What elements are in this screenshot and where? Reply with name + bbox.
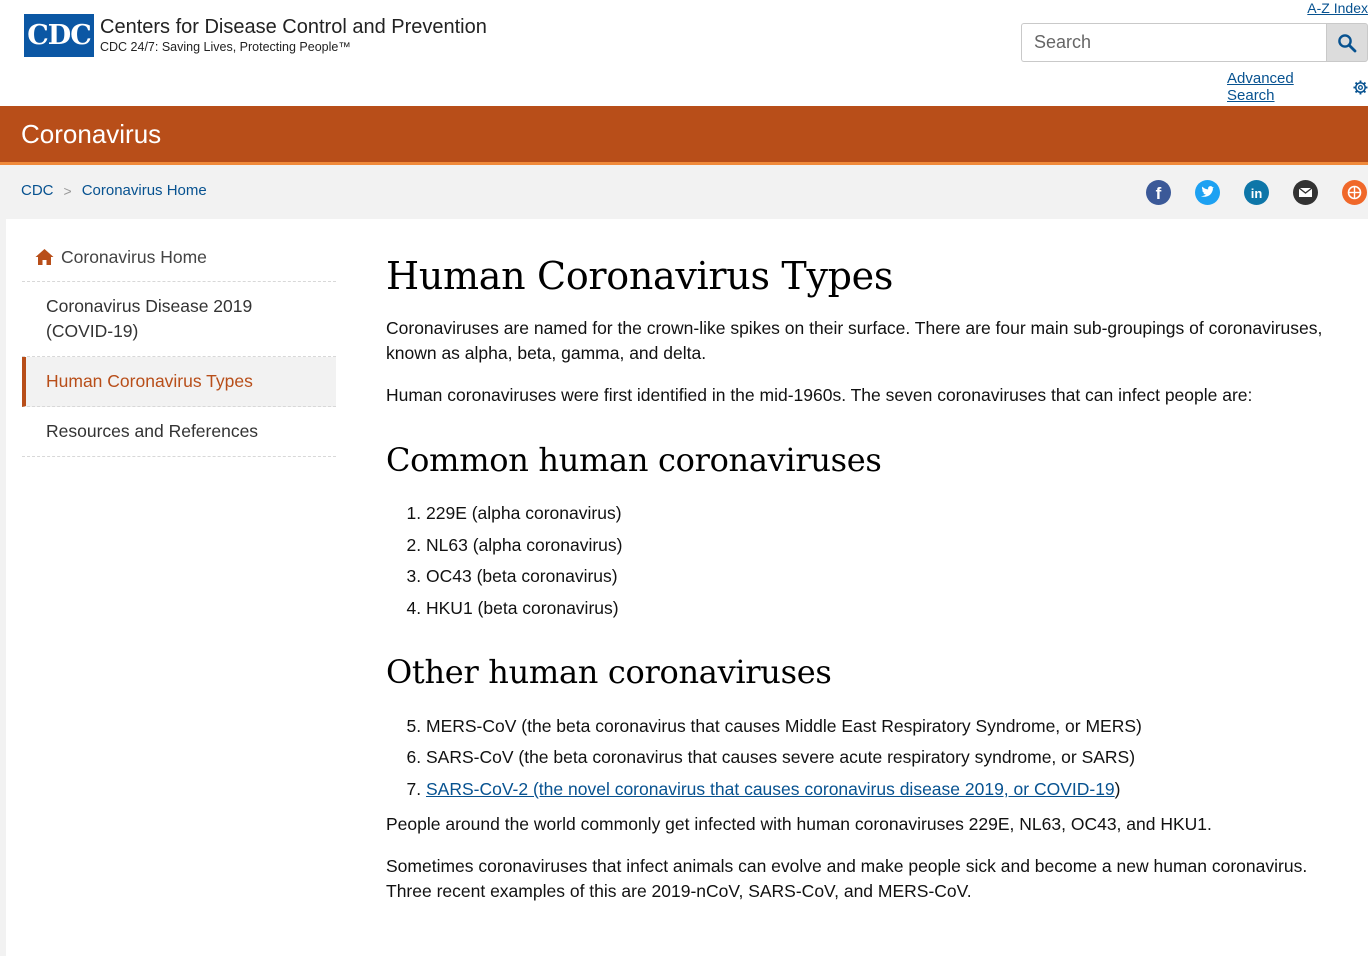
section-banner [0, 106, 1368, 165]
search-button[interactable] [1326, 23, 1368, 62]
facebook-icon[interactable] [1146, 180, 1171, 205]
svg-text:in: in [1250, 186, 1263, 201]
logo-tagline: CDC 24/7: Saving Lives, Protecting People™ [100, 40, 351, 54]
cdc-logo[interactable] [24, 14, 487, 57]
advanced-search-link[interactable] [1227, 70, 1368, 104]
sidebar-nav [22, 233, 336, 457]
list-item: 2. NL63 (alpha coronavirus) [426, 533, 1356, 558]
breadcrumb [21, 182, 207, 199]
home-icon [35, 248, 54, 266]
intro-paragraph-2: Human coronaviruses were first identified in the mid-1960s. The seven coronaviruses that can infect people are: [386, 385, 1253, 405]
other-coronaviruses-list [386, 714, 1356, 802]
social-share [1146, 180, 1368, 205]
list-item: 3. OC43 (beta coronavirus) [426, 564, 1356, 589]
intro-paragraph: Coronaviruses are named for the crown-like spikes on their surface. There are four main sub-groupings of coronaviruses, known as alpha, beta, gamma, and delta. [386, 318, 1323, 363]
sidebar-item-label: Coronavirus Disease 2019 (COVID-19) [46, 296, 253, 341]
az-index-link[interactable]: A-Z Index [1307, 0, 1368, 16]
common-coronaviruses-list [386, 501, 1356, 621]
sidebar-item-resources[interactable] [22, 407, 336, 457]
svg-text:f: f [1155, 184, 1162, 203]
cdc-logo-text [100, 14, 487, 54]
page-title: Human Coronavirus Types [386, 254, 894, 298]
sidebar-item-label: Resources and References [46, 421, 259, 441]
breadcrumb-cdc[interactable]: CDC [21, 182, 54, 199]
cdc-logo-mark: CDC [24, 14, 94, 57]
search-input[interactable] [1021, 23, 1326, 62]
link-suffix: ) [1114, 778, 1121, 799]
other-coronaviruses-heading: Other human coronaviruses [386, 652, 832, 691]
syndicate-icon[interactable] [1342, 180, 1367, 205]
site-header [0, 0, 1368, 106]
search-bar [1021, 23, 1368, 62]
gear-icon [1353, 80, 1368, 95]
sidebar-item-label: Coronavirus Home [61, 246, 207, 267]
sidebar-item-human-coronavirus-types[interactable] [22, 357, 336, 407]
common-coronaviruses-heading: Common human coronaviruses [386, 441, 882, 479]
sars-cov-2-link[interactable]: SARS-CoV-2 (the novel coronavirus that causes coronavirus disease 2019, or COVID-19 [426, 778, 1115, 799]
banner-title[interactable]: Coronavirus [21, 119, 162, 149]
sidebar-item-covid-19[interactable] [22, 282, 336, 357]
twitter-icon[interactable] [1195, 180, 1220, 205]
list-item [426, 777, 1356, 802]
search-icon [1337, 33, 1357, 53]
list-item: 5. MERS-CoV (the beta coronavirus that causes Middle East Respiratory Syndrome, or MERS) [426, 714, 1356, 739]
sidebar-item-label: Human Coronavirus Types [46, 371, 253, 391]
breadcrumb-coronavirus-home[interactable]: Coronavirus Home [81, 182, 207, 199]
sidebar-item-coronavirus-home[interactable] [22, 233, 336, 282]
body-paragraph: Sometimes coronaviruses that infect animals can evolve and make people sick and become a new human coronavirus. Three recent examples of this are 2019-nCoV, SARS-CoV, and MERS-CoV. [386, 855, 1308, 901]
list-item: 6. SARS-CoV (the beta coronavirus that causes severe acute respiratory syndrome, or SARS) [426, 745, 1356, 770]
advanced-search-label: Advanced Search [1227, 70, 1294, 104]
linkedin-icon[interactable] [1244, 180, 1269, 205]
list-item: 4. HKU1 (beta coronavirus) [426, 596, 1356, 621]
logo-title: Centers for Disease Control and Prevention [100, 16, 487, 38]
email-icon[interactable] [1293, 180, 1318, 205]
main-content [386, 250, 1356, 904]
list-item: 1. 229E (alpha coronavirus) [426, 501, 1356, 526]
page-edge [0, 219, 6, 956]
breadcrumb-bar [0, 165, 1368, 219]
body-paragraph: People around the world commonly get infected with human coronaviruses 229E, NL63, OC43, and HKU1. [386, 813, 1212, 834]
breadcrumb-separator: > [63, 182, 72, 199]
